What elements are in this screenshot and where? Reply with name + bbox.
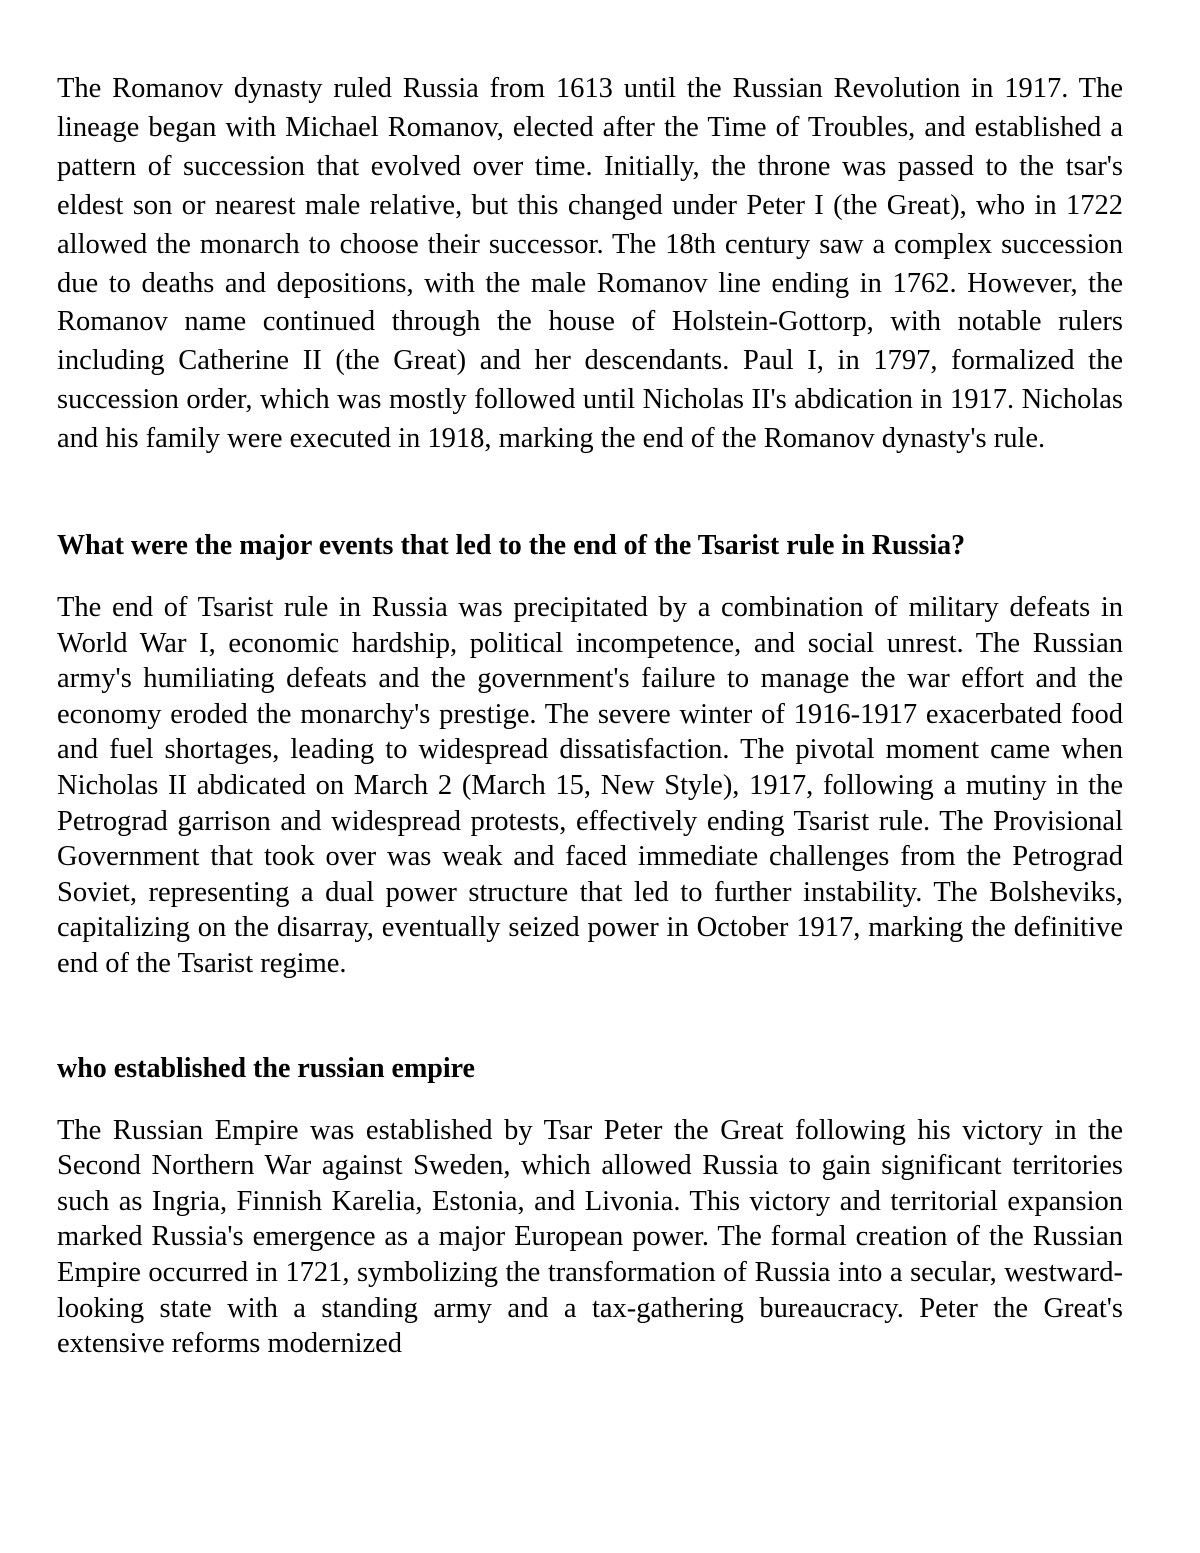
paragraph-end-of-tsarist-rule: The end of Tsarist rule in Russia was precipitated by a combination of military defeats in World War I, economic hardship, political incompetence, and social unrest. The Russian army's humiliating defeats and the government's failure to manage the war effort and the economy eroded the monarchy's prestige. The severe winter of 1916-1917 exacerbated food and fuel shortages, leading to widespread dissatisfaction. The pivotal moment came when Nicholas II abdicated on March 2 (March 15, New Style), 1917, following a mutiny in the Petrograd garrison and widespread protests, effectively ending Tsarist rule. The Provisional Government that took over was weak and faced immediate challenges from the Petrograd Soviet, representing a dual power structure that led to further instability. The Bolsheviks, capitalizing on the disarray, eventually seized power in October 1917, marking the definitive end of the Tsarist regime. <box>57 592 1123 979</box>
question-heading-end-of-tsarist-rule: What were the major events that led to the end of the Tsarist rule in Russia? <box>57 530 966 562</box>
document-page <box>57 70 1123 1362</box>
paragraph-russian-empire: The Russian Empire was established by Tsar Peter the Great following his victory in the Second Northern War against Sweden, which allowed Russia to gain significant territories such as Ingria, Finnish Karelia, Estonia, and Livonia. This victory and territorial expansion marked Russia's emergence as a major European power. The formal creation of the Russian Empire occurred in 1721, symbolizing the transformation of Russia into a secular, westward-looking state with a standing army and a tax-gathering bureaucracy. Peter the Great's extensive reforms modernized <box>57 1114 1123 1360</box>
question-heading-russian-empire: who established the russian empire <box>57 1052 475 1084</box>
paragraph-romanov-dynasty: The Romanov dynasty ruled Russia from 1613 until the Russian Revolution in 1917. The lineage began with Michael Romanov, elected after the Time of Troubles, and established a pattern of succession that evolved over time. Initially, the throne was passed to the tsar's eldest son or nearest male relative, but this changed under Peter I (the Great), who in 1722 allowed the monarch to choose their successor. The 18th century saw a complex succession due to deaths and depositions, with the male Romanov line ending in 1762. However, the Romanov name continued through the house of Holstein-Gottorp, with notable rulers including Catherine II (the Great) and her descendants. Paul I, in 1797, formalized the succession order, which was mostly followed until Nicholas II's abdication in 1917. Nicholas and his family were executed in 1918, marking the end of the Romanov dynasty's rule. <box>57 73 1123 455</box>
